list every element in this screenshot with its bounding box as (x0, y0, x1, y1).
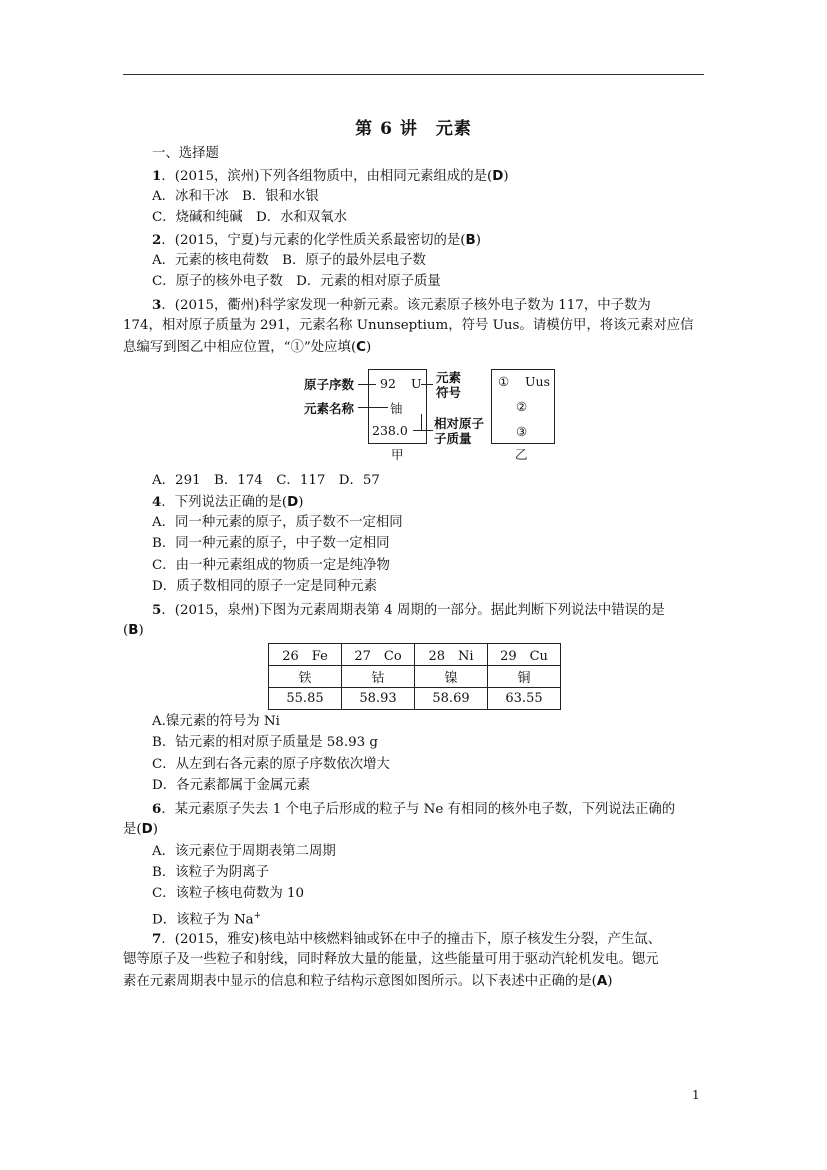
table-cell: 铁 (269, 666, 342, 688)
q6-option-a: A．该元素位于周期表第二周期 (152, 844, 336, 859)
paren: ( (123, 623, 129, 638)
answer: D (141, 822, 153, 837)
element-symbol: Uus (525, 374, 550, 389)
q1-options-cd: C．烧碱和纯碱 D．水和双氧水 (152, 210, 348, 225)
table-cell: 58.93 (342, 688, 415, 710)
question-6-line-2 (123, 820, 158, 840)
blank-1: ① (498, 374, 510, 389)
superscript: + (253, 911, 262, 921)
q5-option-a: A.镍元素的符号为 Ni (152, 714, 280, 729)
question-1 (152, 166, 509, 187)
label-mass-1: 相对原子 (434, 416, 485, 431)
question-stem: ．(2015，衢州)科学家发现一种新元素。该元素原子核外电子数为 117，中子数为 (161, 298, 651, 313)
paren: ) (298, 495, 304, 510)
q6-option-b: B．该粒子为阴离子 (152, 865, 269, 880)
label-mass-2: 子质量 (434, 431, 472, 446)
question-stem: ．(2015，宁夏)与元素的化学性质关系最密切的是( (161, 233, 466, 248)
question-number: 1 (152, 168, 162, 184)
label-symbol-2: 符号 (436, 385, 462, 400)
blank-2: ② (516, 399, 528, 414)
question-stem: 是( (123, 822, 142, 837)
paren: ) (503, 169, 509, 184)
question-3-line-3 (123, 338, 371, 358)
atomic-mass: 238.0 (372, 423, 408, 438)
option-text: D．该粒子为 Na (152, 912, 254, 928)
header-rule (123, 74, 704, 75)
paren: ) (138, 623, 144, 638)
question-5 (152, 600, 665, 621)
question-5-answer-line (123, 621, 144, 641)
table-cell: 55.85 (269, 688, 342, 710)
pointer-line (413, 430, 433, 431)
q2-options-cd: C．原子的核外电子数 D．元素的相对原子质量 (152, 274, 441, 289)
table-cell: 27 Co (342, 644, 415, 666)
question-stem: 素在元素周期表中显示的信息和粒子结构示意图如图所示。以下表述中正确的是( (123, 974, 597, 989)
answer: C (356, 340, 366, 355)
paren: ) (152, 822, 158, 837)
table-row (269, 666, 561, 688)
question-number: 7 (152, 931, 162, 947)
pointer-line (358, 384, 376, 385)
q6-option-d (152, 906, 261, 930)
pointer-line (358, 407, 388, 408)
question-number: 5 (152, 602, 162, 618)
answer: B (128, 623, 139, 638)
q4-option-d: D．质子数相同的原子一定是同种元素 (152, 579, 377, 594)
q3-options: A．291 B．174 C．117 D．57 (152, 473, 380, 488)
periodic-table-fragment (268, 643, 561, 710)
page-number: 1 (692, 1088, 700, 1102)
q1-options-ab: A．冰和干冰 B．银和水银 (152, 189, 319, 204)
question-number: 3 (152, 297, 162, 313)
q5-option-d: D．各元素都属于金属元素 (152, 778, 311, 793)
table-cell: 镍 (415, 666, 488, 688)
answer: D (287, 495, 299, 510)
table-cell: 28 Ni (415, 644, 488, 666)
pointer-line (421, 384, 433, 385)
question-stem: ．下列说法正确的是( (161, 495, 288, 510)
question-2 (152, 230, 481, 251)
table-cell: 26 Fe (269, 644, 342, 666)
question-3-line-1 (152, 295, 651, 316)
table-cell: 58.69 (415, 688, 488, 710)
table-cell: 29 Cu (488, 644, 561, 666)
question-stem: 息编写到图乙中相应位置，“①”处应填( (123, 340, 357, 355)
atomic-number: 92 (380, 376, 396, 391)
blank-3: ③ (516, 424, 528, 439)
question-number: 2 (152, 232, 162, 248)
label-atomic-number: 原子序数 (304, 377, 355, 392)
q4-option-b: B．同一种元素的原子，中子数一定相同 (152, 536, 390, 551)
question-3-line-2: 174，相对原子质量为 291，元素名称 Ununseptium，符号 Uus。请模仿甲，将该元素对应信 (123, 318, 694, 333)
element-name: 铀 (390, 401, 403, 416)
section-heading: 一、选择题 (152, 146, 219, 161)
question-stem: ．(2015，雅安)核电站中核燃料铀或钚在中子的撞击下，原子核发生分裂，产生氙、 (161, 932, 662, 947)
q5-option-b: B．钴元素的相对原子质量是 58.93 g (152, 735, 378, 750)
figure-caption-a: 甲 (391, 447, 404, 462)
q6-option-c: C．该粒子核电荷数为 10 (152, 886, 305, 901)
answer: D (492, 169, 504, 184)
q5-option-c: C．从左到右各元素的原子序数依次增大 (152, 757, 390, 772)
label-symbol-1: 元素 (436, 370, 462, 385)
element-symbol: U (411, 376, 422, 391)
q4-option-c: C．由一种元素组成的物质一定是纯净物 (152, 558, 390, 573)
table-row (269, 688, 561, 710)
question-7 (152, 929, 661, 950)
table-row (269, 644, 561, 666)
figure-caption-b: 乙 (515, 447, 528, 462)
question-stem: ．(2015，滨州)下列各组物质中，由相同元素组成的是( (161, 169, 493, 184)
question-number: 4 (152, 494, 162, 510)
question-stem: ．(2015，泉州)下图为元素周期表第 4 周期的一部分。据此判断下列说法中错误的是 (161, 603, 665, 618)
question-stem: ．某元素原子失去 1 个电子后形成的粒子与 Ne 有相同的核外电子数，下列说法正确的 (161, 802, 676, 817)
answer: B (465, 233, 476, 248)
paren: ) (607, 974, 613, 989)
paren: ) (475, 233, 481, 248)
answer: A (596, 974, 608, 989)
paren: ) (366, 340, 372, 355)
label-element-name: 元素名称 (304, 401, 355, 416)
pointer-line (421, 414, 422, 430)
question-7-line-3 (123, 972, 613, 992)
table-cell: 钴 (342, 666, 415, 688)
question-number: 6 (152, 801, 162, 817)
q2-options-ab: A．元素的核电荷数 B．原子的最外层电子数 (152, 253, 426, 268)
question-4 (152, 492, 303, 513)
question-6 (152, 799, 675, 820)
question-7-line-2: 锶等原子及一些粒子和射线，同时释放大量的能量，这些能量可用于驱动汽轮机发电。锶元 (123, 952, 659, 967)
table-cell: 63.55 (488, 688, 561, 710)
table-cell: 铜 (488, 666, 561, 688)
page-title: 第 6 讲 元素 (355, 119, 472, 139)
q4-option-a: A．同一种元素的原子，质子数不一定相同 (152, 515, 403, 530)
